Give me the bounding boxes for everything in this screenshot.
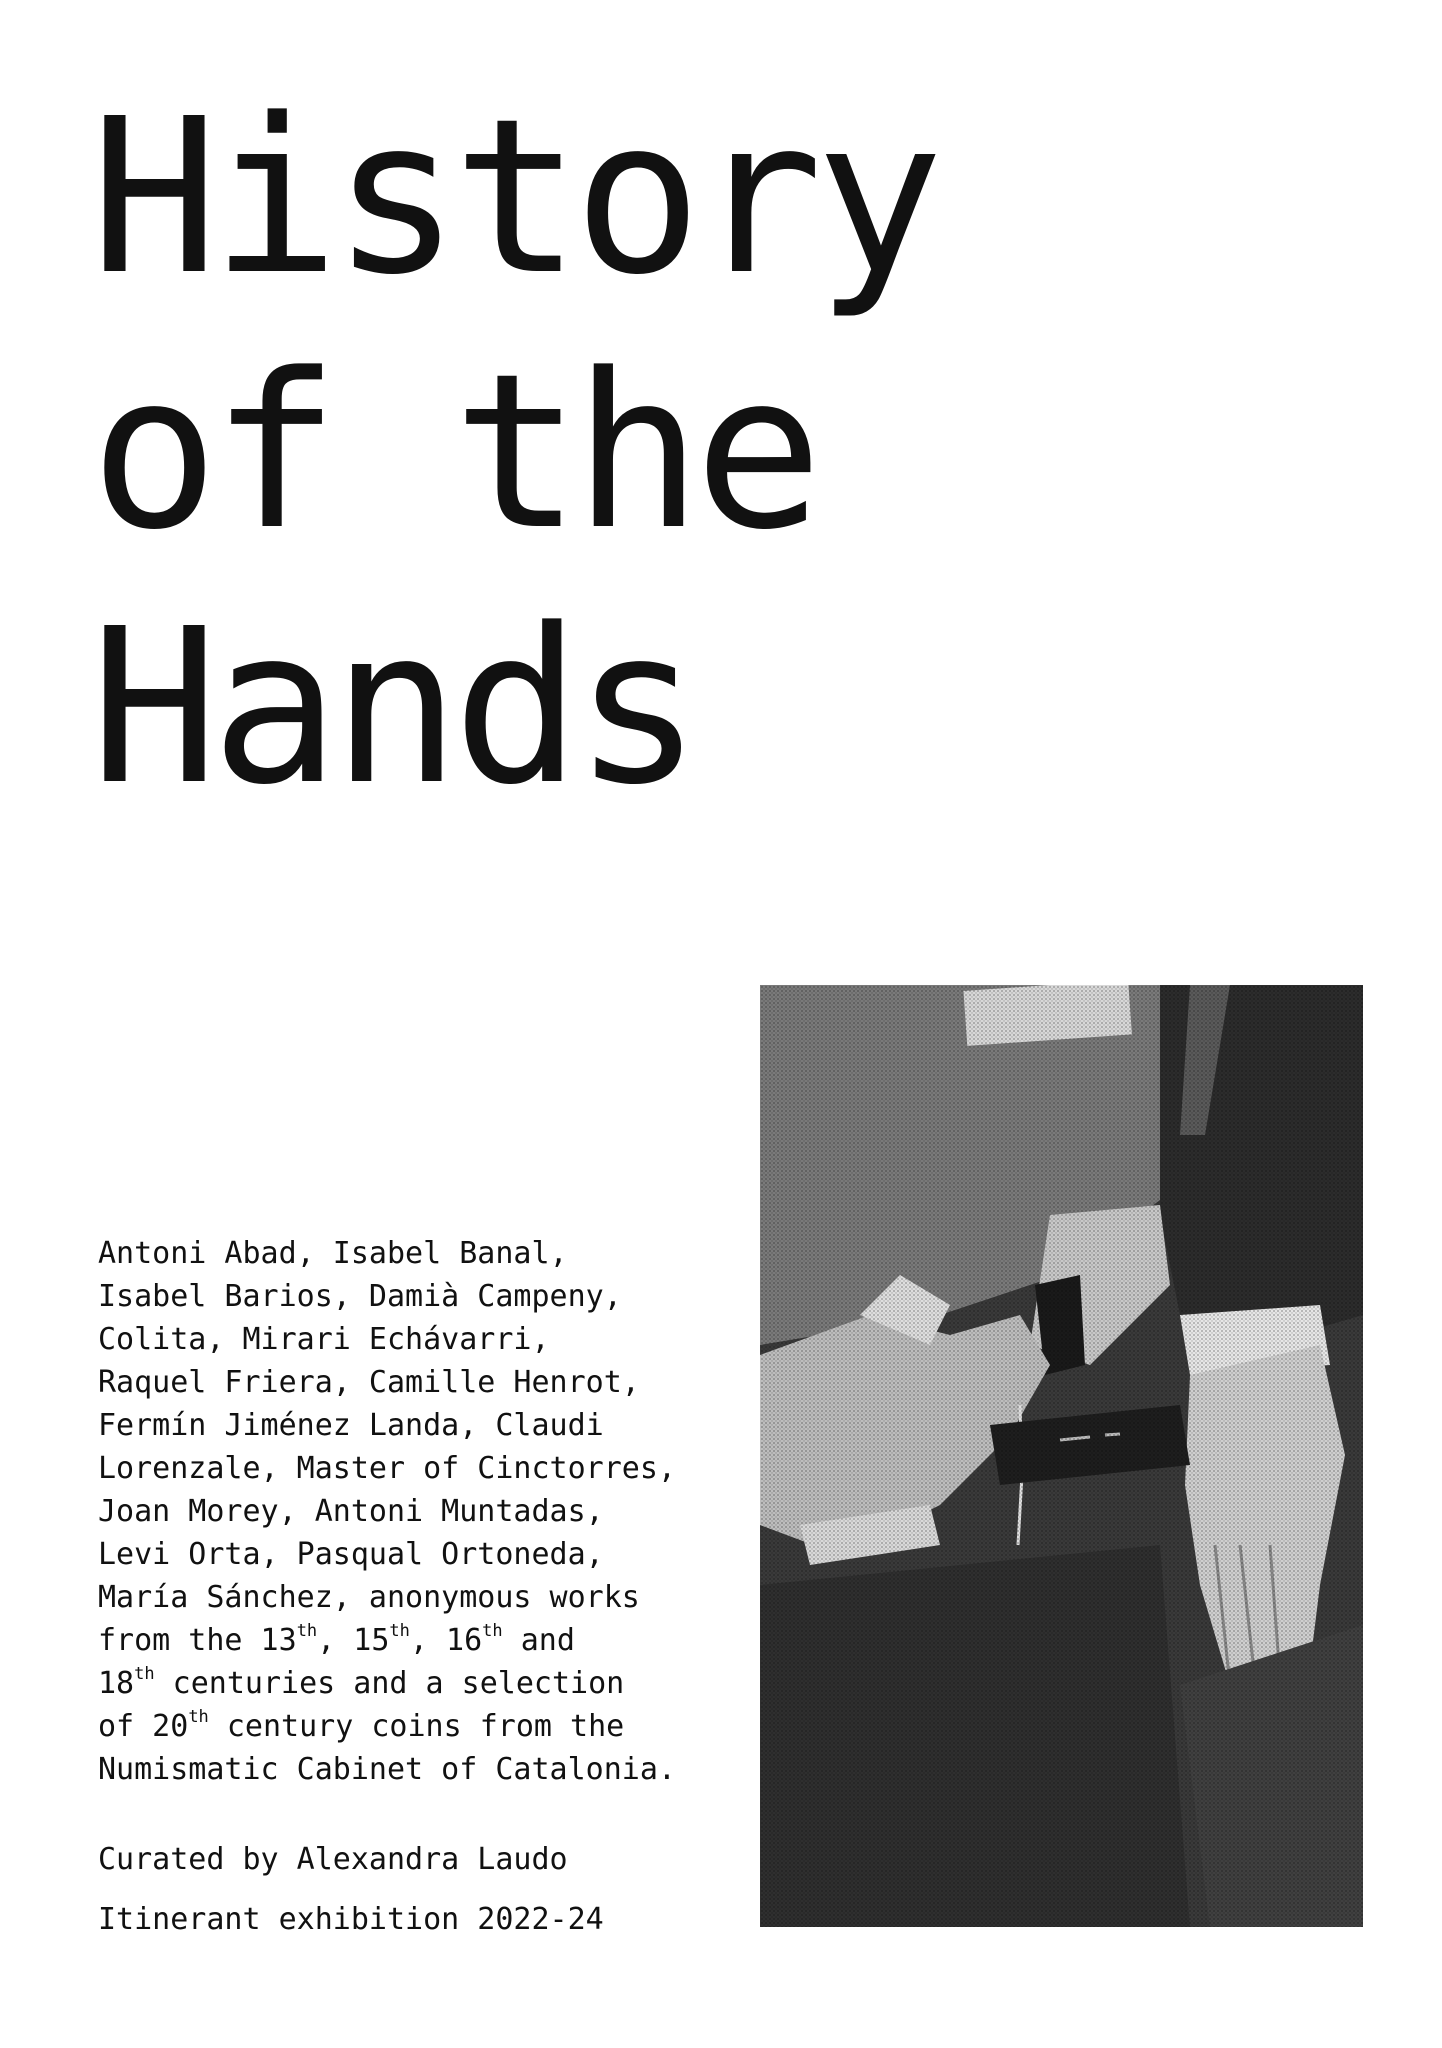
title-line-3: Hands bbox=[90, 583, 695, 832]
artists-line-3: Colita, Mirari Echávarri, bbox=[98, 1322, 550, 1357]
centuries-and: and bbox=[502, 1623, 575, 1658]
artists-last-line: Numismatic Cabinet of Catalonia. bbox=[98, 1752, 676, 1787]
centuries-16: , 16 bbox=[409, 1623, 483, 1658]
title-line-1: History bbox=[90, 73, 936, 322]
superscript-th: th bbox=[188, 1707, 209, 1727]
twentieth-line bbox=[98, 1705, 738, 1748]
artists-line-9: María Sánchez, anonymous works bbox=[98, 1580, 640, 1615]
twentieth-rest: century coins from the bbox=[208, 1709, 625, 1744]
superscript-th: th bbox=[134, 1664, 155, 1684]
centuries-line bbox=[98, 1619, 738, 1662]
artists-line-4: Raquel Friera, Camille Henrot, bbox=[98, 1365, 640, 1400]
centuries-15: , 15 bbox=[317, 1623, 390, 1658]
eighteenth-line bbox=[98, 1662, 738, 1705]
artists-line-6: Lorenzale, Master of Cinctorres, bbox=[98, 1451, 676, 1486]
title-line-2: of the bbox=[90, 328, 816, 577]
exhibition-dates: Itinerant exhibition 2022-24 bbox=[98, 1902, 604, 1937]
superscript-th: th bbox=[389, 1621, 410, 1641]
artists-line-2: Isabel Barios, Damià Campeny, bbox=[98, 1279, 622, 1314]
halftone-hands-photo bbox=[760, 985, 1363, 1927]
superscript-th: th bbox=[482, 1621, 503, 1641]
exhibition-title bbox=[90, 70, 936, 835]
artists-line-5: Fermín Jiménez Landa, Claudi bbox=[98, 1408, 604, 1443]
eighteenth-rest: centuries and a selection bbox=[154, 1666, 625, 1701]
twentieth-pre: of 20 bbox=[98, 1709, 189, 1744]
curator-credit: Curated by Alexandra Laudo bbox=[98, 1842, 568, 1877]
superscript-th: th bbox=[296, 1621, 318, 1641]
artists-line-7: Joan Morey, Antoni Muntadas, bbox=[98, 1494, 604, 1529]
artists-line-8: Levi Orta, Pasqual Ortoneda, bbox=[98, 1537, 604, 1572]
eighteenth-num: 18 bbox=[98, 1666, 135, 1701]
centuries-from: from the 13 bbox=[98, 1623, 297, 1658]
artists-list bbox=[98, 1232, 738, 1791]
hands-photo-illustration bbox=[760, 985, 1363, 1927]
artists-line-1: Antoni Abad, Isabel Banal, bbox=[98, 1236, 568, 1271]
